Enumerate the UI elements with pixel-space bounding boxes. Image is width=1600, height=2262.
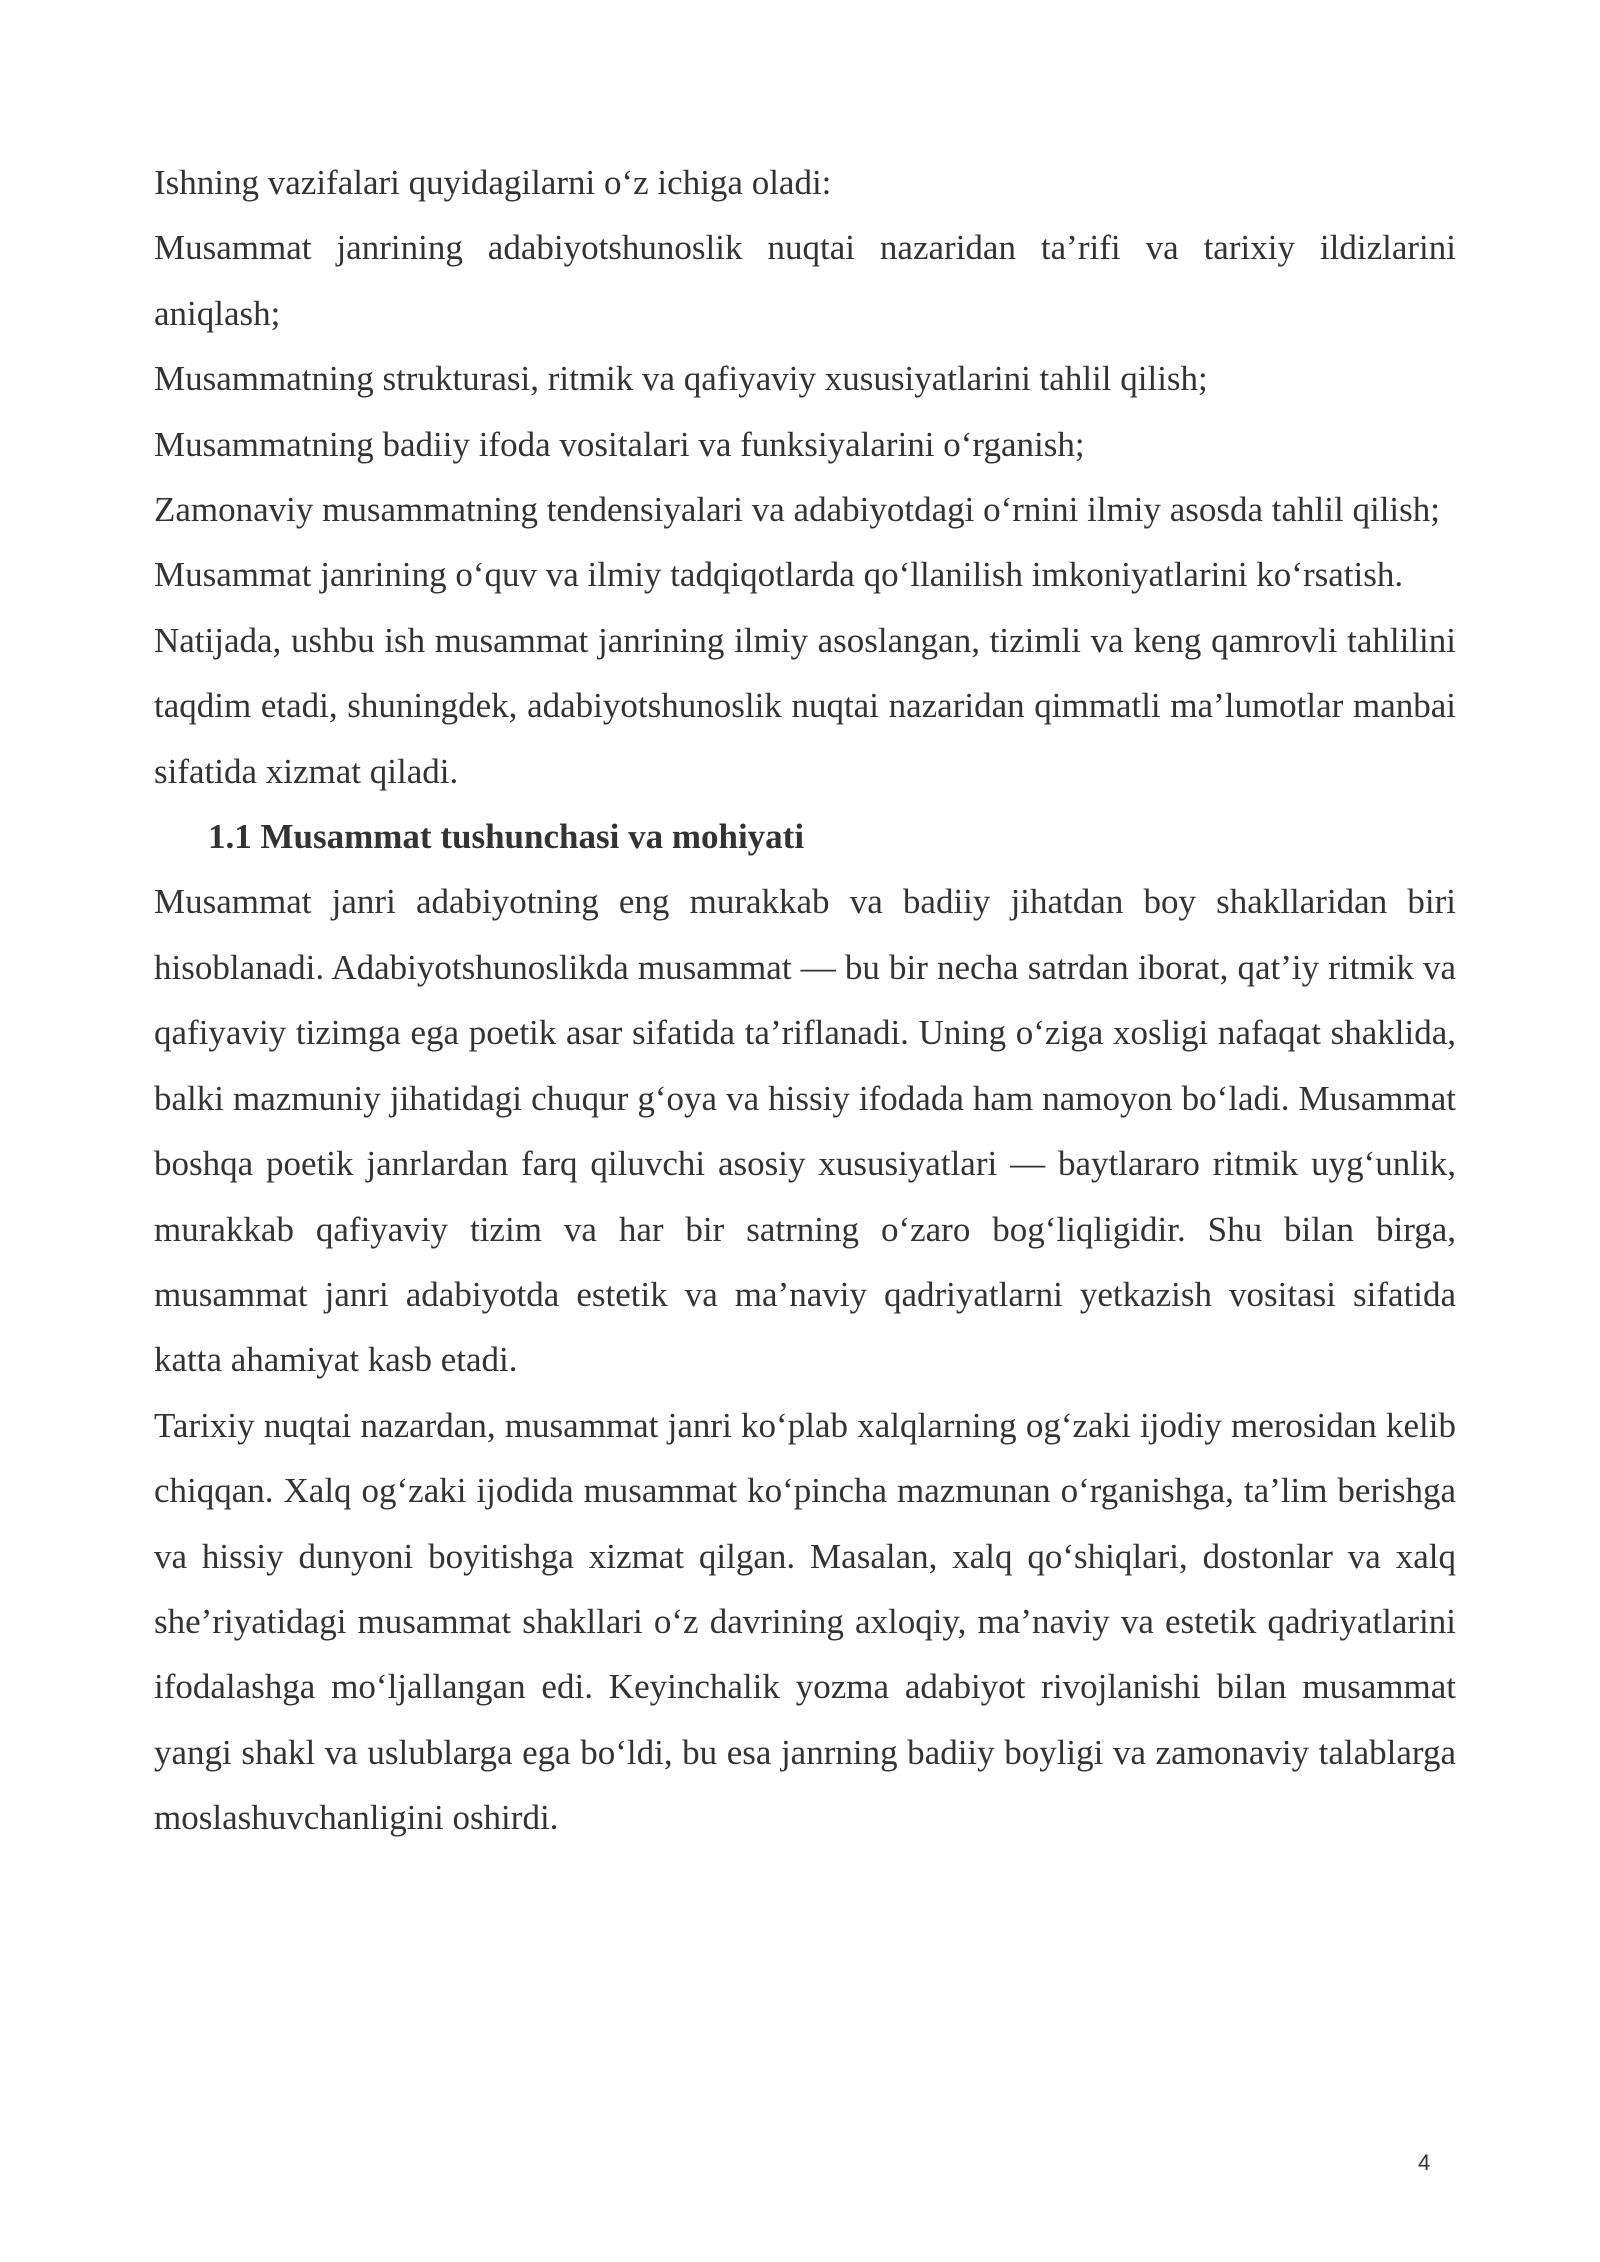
task-item-2: Musammatning strukturasi, ritmik va qafiyaviy xususiyatlarini tahlil qilish; <box>154 359 1208 399</box>
document-page <box>154 150 1456 1851</box>
section-heading: 1.1 Musammat tushunchasi va mohiyati <box>208 817 805 857</box>
task-item-5: Musammat janrining o‘quv va ilmiy tadqiqotlarda qo‘llanilish imkoniyatlarini ko‘rsatish. <box>154 555 1404 595</box>
task-item-3: Musammatning badiiy ifoda vositalari va funksiyalarini o‘rganish; <box>154 424 1085 464</box>
section-paragraph-2: Tarixiy nuqtai nazardan, musammat janri ko‘plab xalqlarning og‘zaki ijodiy merosidan kelib chiqqan. Xalq og‘zaki ijodida musammat ko‘pincha mazmunan o‘rganishga, ta’lim berishga va hissiy dunyoni boyitishga xizmat qilgan. Masalan, xalq qo‘shiqlari, dostonlar va xalq she’riyatidagi musammat shakllari o‘z davrining axloqiy, ma’naviy va estetik qadriyatlarini ifodalashga mo‘ljallangan edi. Keyinchalik yozma adabiyot rivojlanishi bilan musammat yangi shakl va uslublarga ega bo‘ldi, bu esa janrning badiiy boyligi va zamonaviy talablarga moslashuvchanligini oshirdi. <box>154 1405 1456 1838</box>
tasks-lead: Ishning vazifalari quyidagilarni o‘z ichiga oladi: <box>154 163 832 202</box>
task-item-1: Musammat janrining adabiyotshunoslik nuqtai nazaridan ta’rifi va tarixiy ildizlarini aniqlash; <box>154 228 1456 333</box>
task-item-4: Zamonaviy musammatning tendensiyalari va adabiyotdagi o‘rnini ilmiy asosda tahlil qilish; <box>154 490 1440 530</box>
section-paragraph-1: Musammat janri adabiyotning eng murakkab va badiiy jihatdan boy shakllaridan biri hisoblanadi. Adabiyotshunoslikda musammat — bu bir necha satrdan iborat, qat’iy ritmik va qafiyaviy tizimga ega poetik asar sifatida ta’riflanadi. Uning o‘ziga xosligi nafaqat shaklida, balki mazmuniy jihatidagi chuqur g‘oya va hissiy ifodada ham namoyon bo‘ladi. Musammat boshqa poetik janrlardan farq qiluvchi asosiy xususiyatlari — baytlararo ritmik uyg‘unlik, murakkab qafiyaviy tizim va har bir satrning o‘zaro bog‘liqligidir. Shu bilan birga, musammat janri adabiyotda estetik va ma’naviy qadriyatlarni yetkazish vositasi sifatida katta ahamiyat kasb etadi. <box>154 882 1456 1380</box>
page-number: 4 <box>1418 2150 1431 2175</box>
conclusion-paragraph: Natijada, ushbu ish musammat janrining ilmiy asoslangan, tizimli va keng qamrovli tahlilini taqdim etadi, shuningdek, adabiyotshunoslik nuqtai nazaridan qimmatli ma’lumotlar manbai sifatida xizmat qiladi. <box>154 620 1456 791</box>
